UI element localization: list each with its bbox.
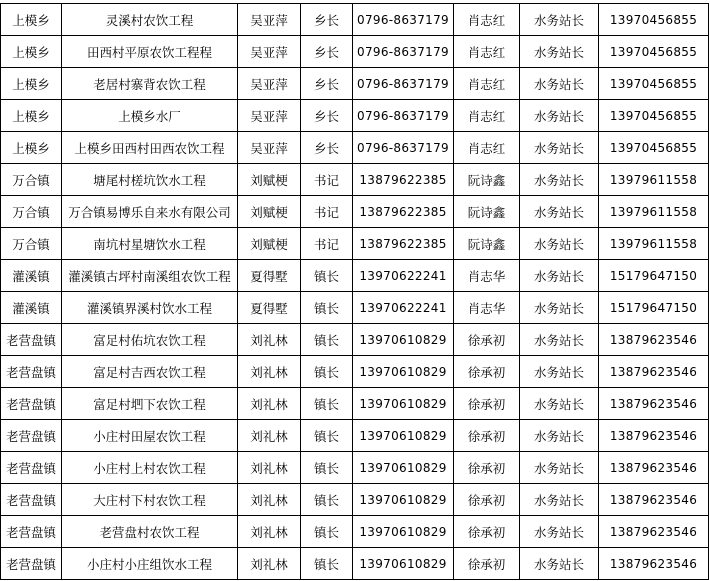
leader-phone-cell: 13970610829 [353,324,454,356]
leader-name-cell: 刘礼林 [238,324,301,356]
water-officer-title-cell: 水务站长 [520,516,599,548]
project-name-cell: 富足村垇下农饮工程 [62,388,238,420]
leader-title-cell: 乡长 [301,68,353,100]
township-cell: 上模乡 [1,100,62,132]
table-row [1,4,709,36]
table-row [1,452,709,484]
township-cell: 上模乡 [1,36,62,68]
leader-phone-cell: 0796-8637179 [353,36,454,68]
table-row [1,356,709,388]
leader-title-cell: 镇长 [301,420,353,452]
leader-title-cell: 镇长 [301,548,353,580]
project-name-cell: 老营盘村农饮工程 [62,516,238,548]
leader-name-cell: 吴亚萍 [238,100,301,132]
leader-phone-cell: 13879622385 [353,196,454,228]
table-row [1,164,709,196]
leader-phone-cell: 0796-8637179 [353,68,454,100]
leader-name-cell: 吴亚萍 [238,132,301,164]
project-name-cell: 灵溪村农饮工程 [62,4,238,36]
project-name-cell: 田西村平原农饮工程程 [62,36,238,68]
township-cell: 万合镇 [1,164,62,196]
leader-name-cell: 刘礼林 [238,388,301,420]
leader-title-cell: 镇长 [301,452,353,484]
water-officer-title-cell: 水务站长 [520,388,599,420]
table-row [1,548,709,580]
water-officer-phone-cell: 13970456855 [599,100,709,132]
township-cell: 老营盘镇 [1,420,62,452]
leader-phone-cell: 13879622385 [353,164,454,196]
project-name-cell: 灌溪镇界溪村饮水工程 [62,292,238,324]
township-cell: 万合镇 [1,196,62,228]
water-officer-cell: 阮诗鑫 [454,196,520,228]
water-officer-title-cell: 水务站长 [520,36,599,68]
township-cell: 上模乡 [1,68,62,100]
project-name-cell: 小庄村小庄组饮水工程 [62,548,238,580]
water-officer-title-cell: 水务站长 [520,4,599,36]
water-officer-cell: 阮诗鑫 [454,164,520,196]
water-officer-phone-cell: 13979611558 [599,164,709,196]
water-officer-cell: 肖志华 [454,292,520,324]
water-officer-title-cell: 水务站长 [520,164,599,196]
leader-title-cell: 镇长 [301,292,353,324]
leader-title-cell: 书记 [301,164,353,196]
leader-phone-cell: 0796-8637179 [353,100,454,132]
water-officer-phone-cell: 13879623546 [599,324,709,356]
leader-phone-cell: 0796-8637179 [353,132,454,164]
project-name-cell: 万合镇易博乐自来水有限公司 [62,196,238,228]
leader-name-cell: 刘礼林 [238,452,301,484]
table-row [1,100,709,132]
water-officer-phone-cell: 13979611558 [599,196,709,228]
township-cell: 万合镇 [1,228,62,260]
leader-phone-cell: 13970610829 [353,452,454,484]
water-officer-phone-cell: 13970456855 [599,68,709,100]
table-row [1,228,709,260]
water-officer-title-cell: 水务站长 [520,452,599,484]
township-cell: 老营盘镇 [1,516,62,548]
project-name-cell: 富足村吉西农饮工程 [62,356,238,388]
project-name-cell: 南坑村星塘饮水工程 [62,228,238,260]
table-row [1,324,709,356]
project-name-cell: 小庄村上村农饮工程 [62,452,238,484]
leader-title-cell: 镇长 [301,484,353,516]
leader-name-cell: 刘赋梗 [238,228,301,260]
leader-title-cell: 镇长 [301,260,353,292]
leader-name-cell: 刘礼林 [238,420,301,452]
water-officer-phone-cell: 13979611558 [599,228,709,260]
table-row [1,292,709,324]
water-officer-title-cell: 水务站长 [520,292,599,324]
water-officer-title-cell: 水务站长 [520,356,599,388]
leader-title-cell: 乡长 [301,132,353,164]
leader-title-cell: 书记 [301,228,353,260]
water-officer-cell: 徐承初 [454,324,520,356]
table-row [1,36,709,68]
water-officer-cell: 阮诗鑫 [454,228,520,260]
leader-phone-cell: 0796-8637179 [353,4,454,36]
leader-name-cell: 刘礼林 [238,548,301,580]
water-officer-cell: 肖志红 [454,100,520,132]
water-officer-phone-cell: 13879623546 [599,388,709,420]
leader-name-cell: 刘赋梗 [238,164,301,196]
water-officer-title-cell: 水务站长 [520,100,599,132]
water-officer-phone-cell: 13879623546 [599,452,709,484]
leader-name-cell: 刘礼林 [238,516,301,548]
project-name-cell: 大庄村下村农饮工程 [62,484,238,516]
water-officer-title-cell: 水务站长 [520,324,599,356]
table-row [1,196,709,228]
water-officer-cell: 肖志红 [454,4,520,36]
project-name-cell: 小庄村田屋农饮工程 [62,420,238,452]
water-officer-title-cell: 水务站长 [520,68,599,100]
township-cell: 上模乡 [1,132,62,164]
water-officer-phone-cell: 15179647150 [599,292,709,324]
leader-title-cell: 镇长 [301,324,353,356]
water-officer-phone-cell: 13879623546 [599,548,709,580]
table-row [1,420,709,452]
water-officer-phone-cell: 13970456855 [599,36,709,68]
leader-phone-cell: 13970622241 [353,292,454,324]
leader-name-cell: 吴亚萍 [238,4,301,36]
township-cell: 上模乡 [1,4,62,36]
leader-phone-cell: 13970610829 [353,388,454,420]
water-officer-title-cell: 水务站长 [520,260,599,292]
leader-title-cell: 乡长 [301,36,353,68]
water-officer-title-cell: 水务站长 [520,196,599,228]
leader-phone-cell: 13970610829 [353,356,454,388]
leader-title-cell: 镇长 [301,356,353,388]
table-body [1,4,709,580]
table-row [1,68,709,100]
table-row [1,260,709,292]
water-officer-phone-cell: 13970456855 [599,132,709,164]
leader-phone-cell: 13879622385 [353,228,454,260]
leader-phone-cell: 13970622241 [353,260,454,292]
township-cell: 老营盘镇 [1,356,62,388]
leader-name-cell: 刘礼林 [238,484,301,516]
water-officer-cell: 徐承初 [454,420,520,452]
water-officer-cell: 徐承初 [454,356,520,388]
leader-name-cell: 刘赋梗 [238,196,301,228]
water-officer-cell: 徐承初 [454,516,520,548]
project-name-cell: 富足村佑坑农饮工程 [62,324,238,356]
water-officer-phone-cell: 13879623546 [599,356,709,388]
township-cell: 老营盘镇 [1,388,62,420]
water-officer-phone-cell: 13879623546 [599,484,709,516]
leader-phone-cell: 13970610829 [353,516,454,548]
water-officer-phone-cell: 13970456855 [599,4,709,36]
water-officer-cell: 肖志红 [454,132,520,164]
water-officer-cell: 肖志红 [454,36,520,68]
leader-title-cell: 镇长 [301,516,353,548]
project-name-cell: 塘尾村槎坑饮水工程 [62,164,238,196]
leader-phone-cell: 13970610829 [353,484,454,516]
project-name-cell: 上模乡田西村田西农饮工程 [62,132,238,164]
leader-title-cell: 镇长 [301,388,353,420]
water-officer-cell: 肖志红 [454,68,520,100]
water-officer-phone-cell: 13879623546 [599,420,709,452]
water-officer-phone-cell: 15179647150 [599,260,709,292]
project-name-cell: 老居村寨背农饮工程 [62,68,238,100]
project-name-cell: 灌溪镇古坪村南溪组农饮工程 [62,260,238,292]
water-officer-phone-cell: 13879623546 [599,516,709,548]
township-cell: 老营盘镇 [1,452,62,484]
leader-title-cell: 乡长 [301,100,353,132]
water-officer-cell: 徐承初 [454,484,520,516]
water-officer-cell: 徐承初 [454,548,520,580]
water-officer-title-cell: 水务站长 [520,548,599,580]
water-officer-title-cell: 水务站长 [520,484,599,516]
leader-name-cell: 夏得墅 [238,292,301,324]
leader-phone-cell: 13970610829 [353,548,454,580]
water-officer-cell: 徐承初 [454,388,520,420]
table-row [1,484,709,516]
water-officer-title-cell: 水务站长 [520,132,599,164]
leader-title-cell: 书记 [301,196,353,228]
project-name-cell: 上模乡水厂 [62,100,238,132]
leader-name-cell: 吴亚萍 [238,36,301,68]
leader-name-cell: 夏得墅 [238,260,301,292]
table-row [1,516,709,548]
township-cell: 老营盘镇 [1,484,62,516]
contact-table [0,3,709,580]
township-cell: 灌溪镇 [1,292,62,324]
table-row [1,132,709,164]
water-officer-title-cell: 水务站长 [520,228,599,260]
leader-title-cell: 乡长 [301,4,353,36]
township-cell: 灌溪镇 [1,260,62,292]
water-officer-title-cell: 水务站长 [520,420,599,452]
township-cell: 老营盘镇 [1,324,62,356]
water-officer-cell: 徐承初 [454,452,520,484]
township-cell: 老营盘镇 [1,548,62,580]
leader-name-cell: 吴亚萍 [238,68,301,100]
table-row [1,388,709,420]
water-officer-cell: 肖志华 [454,260,520,292]
leader-phone-cell: 13970610829 [353,420,454,452]
leader-name-cell: 刘礼林 [238,356,301,388]
